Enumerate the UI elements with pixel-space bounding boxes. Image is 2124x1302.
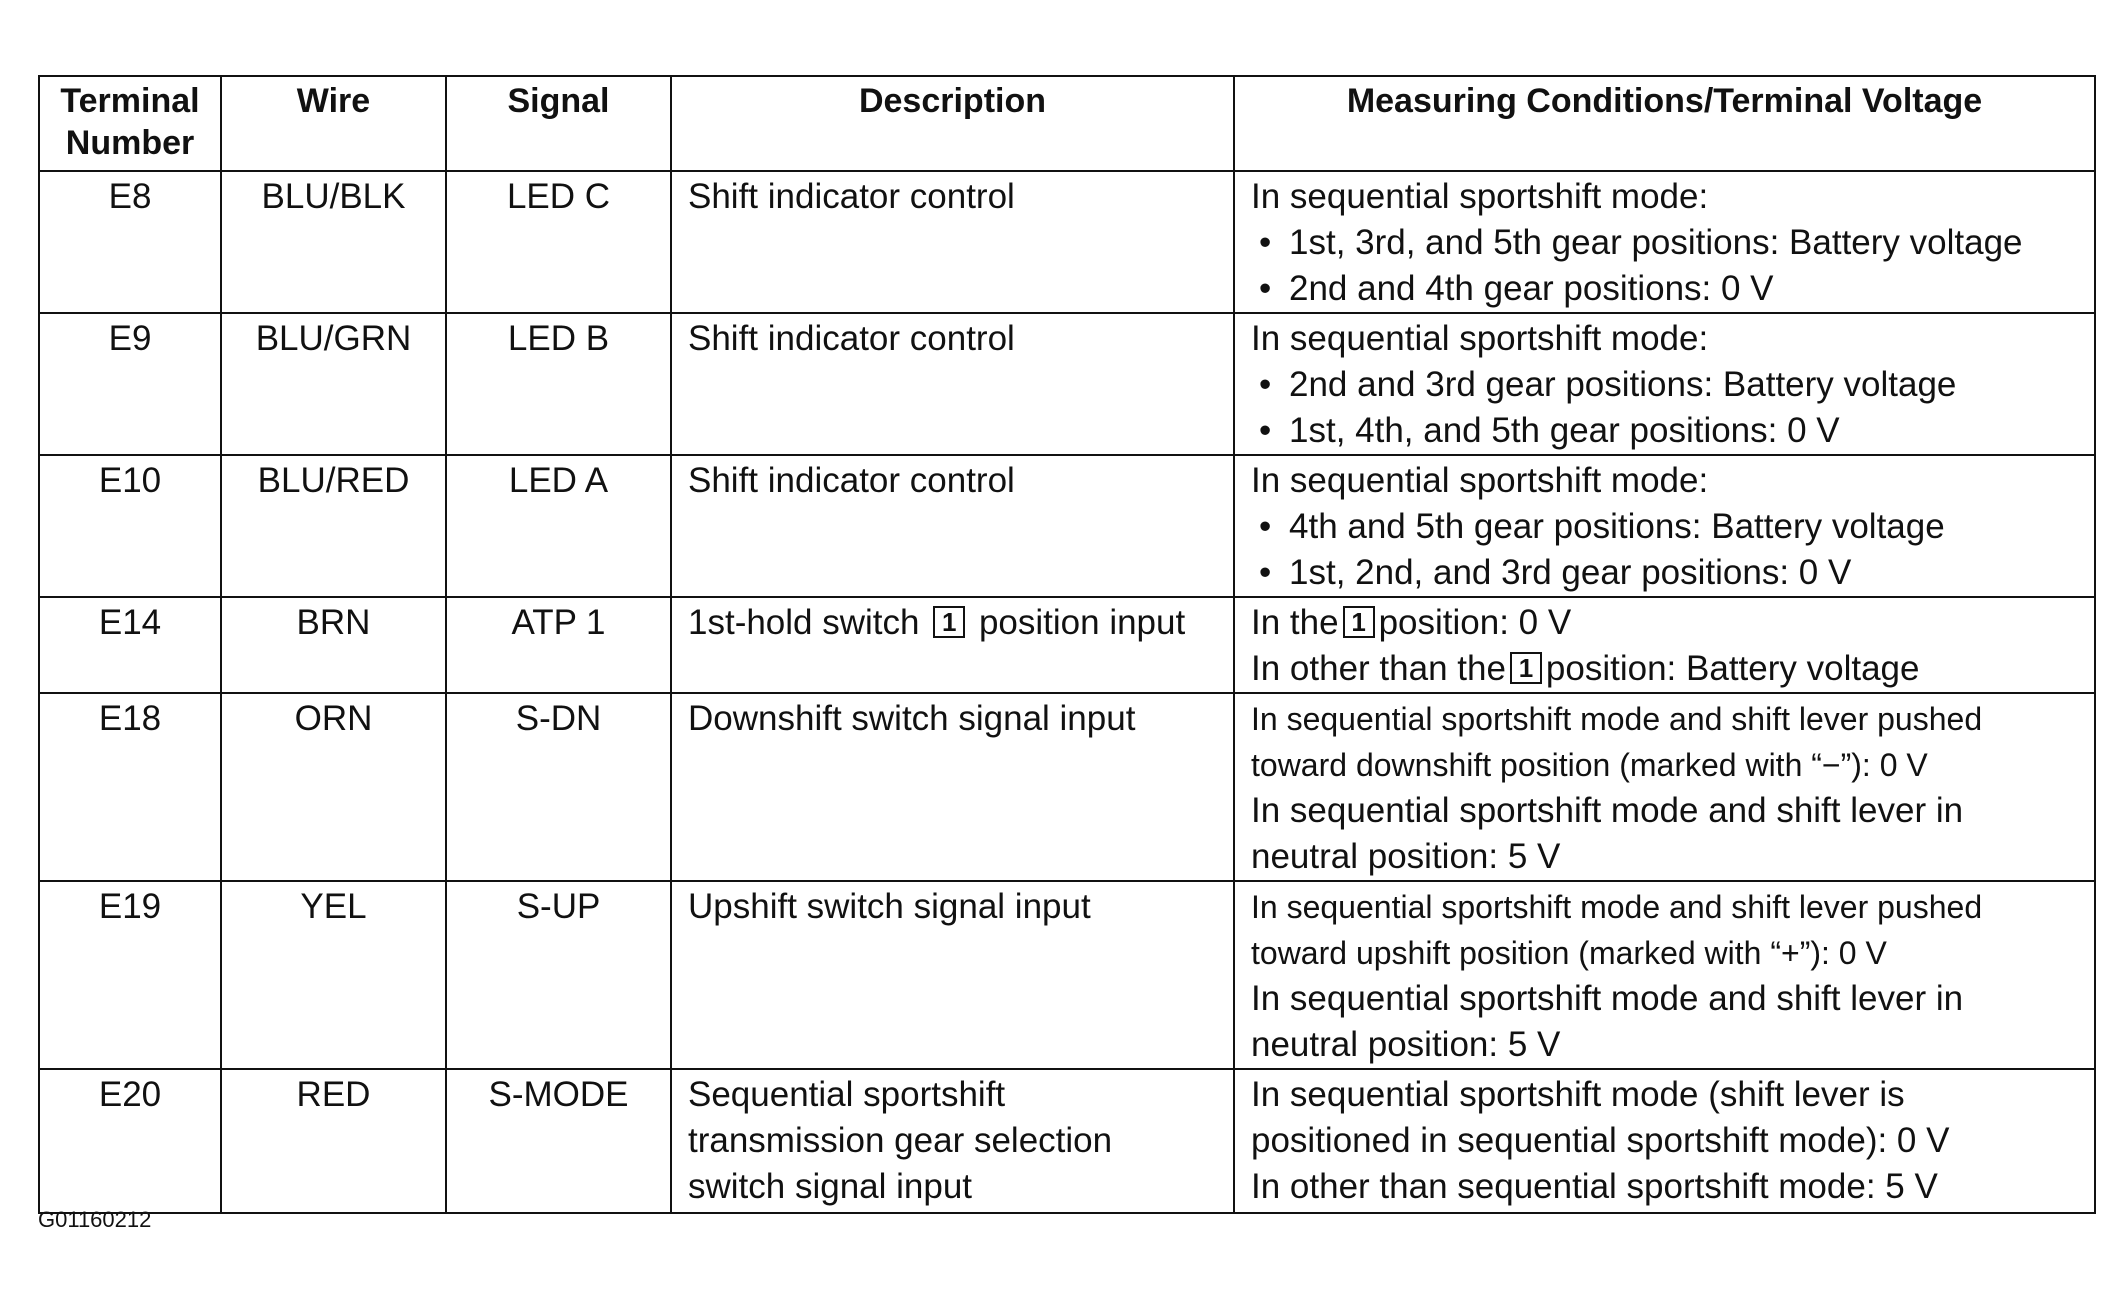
position-1-box-icon: 1 bbox=[1510, 652, 1542, 684]
measuring-cell bbox=[1234, 1069, 2095, 1213]
measuring-cell bbox=[1234, 313, 2095, 455]
mode-text: In sequential sportshift mode: bbox=[1251, 319, 1709, 358]
description-text: 1st-hold switch bbox=[688, 603, 920, 642]
condition-line: positioned in sequential sportshift mode): 0 V bbox=[1251, 1121, 1950, 1160]
position-1-box-icon: 1 bbox=[933, 606, 965, 638]
signal-cell: LED B bbox=[446, 313, 671, 455]
table-row bbox=[39, 597, 2095, 693]
condition-line: In sequential sportshift mode and shift lever pushed bbox=[1251, 889, 1983, 925]
wire-cell: ORN bbox=[221, 693, 446, 881]
condition-text: In the bbox=[1251, 603, 1339, 642]
bullet-list bbox=[1251, 504, 2084, 596]
bullet-item: • 4th and 5th gear positions: Battery voltage bbox=[1251, 504, 2084, 550]
measuring-cell bbox=[1234, 171, 2095, 313]
condition-line: toward upshift position (marked with “+”): 0 V bbox=[1251, 935, 1887, 971]
signal-cell: S-MODE bbox=[446, 1069, 671, 1213]
measuring-cell bbox=[1234, 455, 2095, 597]
signal-cell: LED C bbox=[446, 171, 671, 313]
bullet-item: • 1st, 4th, and 5th gear positions: 0 V bbox=[1251, 408, 2084, 454]
wire-cell: YEL bbox=[221, 881, 446, 1069]
table-row bbox=[39, 455, 2095, 597]
terminal-cell: E19 bbox=[39, 881, 221, 1069]
description-cell bbox=[671, 597, 1234, 693]
table-row bbox=[39, 881, 2095, 1069]
wire-cell: BLU/GRN bbox=[221, 313, 446, 455]
measuring-cell bbox=[1234, 597, 2095, 693]
bullet-item: • 2nd and 4th gear positions: 0 V bbox=[1251, 266, 2084, 312]
terminal-cell: E18 bbox=[39, 693, 221, 881]
measuring-cell bbox=[1234, 881, 2095, 1069]
description-cell: Shift indicator control bbox=[671, 455, 1234, 597]
signal-cell: ATP 1 bbox=[446, 597, 671, 693]
condition-line: neutral position: 5 V bbox=[1251, 1025, 1561, 1064]
bullet-list bbox=[1251, 220, 2084, 312]
condition-line: neutral position: 5 V bbox=[1251, 837, 1561, 876]
description-cell bbox=[671, 1069, 1234, 1213]
table-row bbox=[39, 1069, 2095, 1213]
condition-text: position: Battery voltage bbox=[1545, 649, 1920, 688]
signal-cell: S-UP bbox=[446, 881, 671, 1069]
condition-line bbox=[1251, 646, 2084, 692]
header-description: Description bbox=[671, 76, 1234, 171]
condition-line: In other than sequential sportshift mode: 5 V bbox=[1251, 1167, 1938, 1206]
condition-text: In other than the bbox=[1251, 649, 1506, 688]
bullet-list bbox=[1251, 362, 2084, 454]
terminal-cell: E9 bbox=[39, 313, 221, 455]
header-terminal-number: Terminal Number bbox=[39, 76, 221, 171]
condition-line: In sequential sportshift mode and shift lever in bbox=[1251, 979, 1964, 1018]
measuring-cell bbox=[1234, 693, 2095, 881]
table-row bbox=[39, 171, 2095, 313]
table-header-row bbox=[39, 76, 2095, 171]
description-cell: Shift indicator control bbox=[671, 313, 1234, 455]
table-row bbox=[39, 313, 2095, 455]
bullet-item: • 2nd and 3rd gear positions: Battery voltage bbox=[1251, 362, 2084, 408]
condition-text: position: 0 V bbox=[1378, 603, 1572, 642]
wire-cell: BRN bbox=[221, 597, 446, 693]
description-line: transmission gear selection bbox=[688, 1121, 1113, 1160]
header-signal: Signal bbox=[446, 76, 671, 171]
signal-cell: LED A bbox=[446, 455, 671, 597]
figure-code: G01160212 bbox=[38, 1207, 152, 1232]
mode-text: In sequential sportshift mode: bbox=[1251, 177, 1709, 216]
header-wire: Wire bbox=[221, 76, 446, 171]
bullet-item: • 1st, 3rd, and 5th gear positions: Battery voltage bbox=[1251, 220, 2084, 266]
wire-cell: BLU/RED bbox=[221, 455, 446, 597]
description-cell: Shift indicator control bbox=[671, 171, 1234, 313]
bullet-item: • 1st, 2nd, and 3rd gear positions: 0 V bbox=[1251, 550, 2084, 596]
condition-line: In sequential sportshift mode (shift lever is bbox=[1251, 1075, 1905, 1114]
description-line: switch signal input bbox=[688, 1167, 973, 1206]
description-cell: Downshift switch signal input bbox=[671, 693, 1234, 881]
mode-text: In sequential sportshift mode: bbox=[1251, 461, 1709, 500]
position-1-box-icon: 1 bbox=[1343, 606, 1375, 638]
terminal-cell: E10 bbox=[39, 455, 221, 597]
signal-cell: S-DN bbox=[446, 693, 671, 881]
terminal-voltage-table bbox=[38, 75, 2096, 1214]
description-line: Sequential sportshift bbox=[688, 1075, 1006, 1114]
description-cell: Upshift switch signal input bbox=[671, 881, 1234, 1069]
condition-line: toward downshift position (marked with “−”): 0 V bbox=[1251, 747, 1928, 783]
terminal-cell: E14 bbox=[39, 597, 221, 693]
description-text: position input bbox=[978, 603, 1186, 642]
terminal-table-container bbox=[38, 75, 2094, 1214]
terminal-cell: E8 bbox=[39, 171, 221, 313]
wire-cell: BLU/BLK bbox=[221, 171, 446, 313]
table-row bbox=[39, 693, 2095, 881]
condition-line: In sequential sportshift mode and shift lever in bbox=[1251, 791, 1964, 830]
header-measuring-conditions: Measuring Conditions/Terminal Voltage bbox=[1234, 76, 2095, 171]
condition-line bbox=[1251, 600, 2084, 646]
wire-cell: RED bbox=[221, 1069, 446, 1213]
condition-line: In sequential sportshift mode and shift lever pushed bbox=[1251, 701, 1983, 737]
terminal-cell: E20 bbox=[39, 1069, 221, 1213]
